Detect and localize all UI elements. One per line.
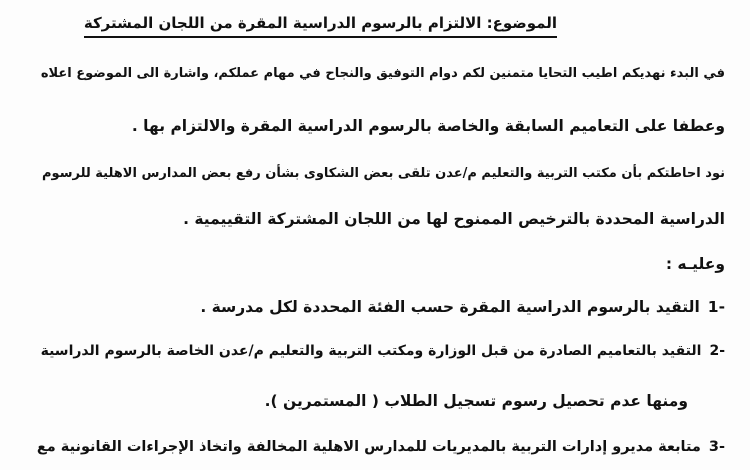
- list-item-1: [200, 297, 725, 317]
- list-item-number: -1: [707, 298, 725, 316]
- list-item-number: -3: [708, 439, 725, 455]
- list-item-2-continuation: ومنها عدم تحصيل رسوم تسجيل الطلاب ( المستمرين ).: [264, 392, 688, 410]
- subject-heading: [84, 14, 557, 32]
- subject-text: الموضوع: الالتزام بالرسوم الدراسية المقرة من اللجان المشتركة: [83, 14, 557, 32]
- therefore-label: وعليـه :: [665, 255, 725, 273]
- list-item-number: -2: [709, 343, 725, 359]
- list-item-3: [37, 437, 725, 457]
- paragraph1-line2: وعطفا على التعاميم السابقة والخاصة بالرسوم الدراسية المقرة والالتزام بها .: [131, 117, 725, 135]
- subject-underline: [84, 36, 557, 38]
- list-item-text: متابعة مديرو إدارات التربية بالمديريات للمدارس الاهلية المخالفة واتخاذ الإجراءات القانونية مع: [36, 439, 701, 455]
- paragraph2-line1: نود احاطتكم بأن مكتب التربية والتعليم م/عدن تلقى بعض الشكاوى بشأن رفع بعض المدارس الاهلية للرسوم: [42, 166, 725, 181]
- paragraph2-line2: الدراسية المحددة بالترخيص الممنوح لها من اللجان المشتركة التقييمية .: [183, 210, 725, 228]
- list-item-text: التقيد بالرسوم الدراسية المقرة حسب الفئة المحددة لكل مدرسة .: [200, 298, 700, 316]
- paragraph1-line1: في البدء نهديكم اطيب التحايا متمنين لكم دوام التوفيق والنجاح في مهام عملكم، واشارة الى الموضوع اعلاه: [40, 66, 725, 81]
- list-item-2: [41, 341, 725, 361]
- list-item-text: التقيد بالتعاميم الصادرة من قبل الوزارة ومكتب التربية والتعليم م/عدن الخاصة بالرسوم الدراسية: [40, 343, 702, 359]
